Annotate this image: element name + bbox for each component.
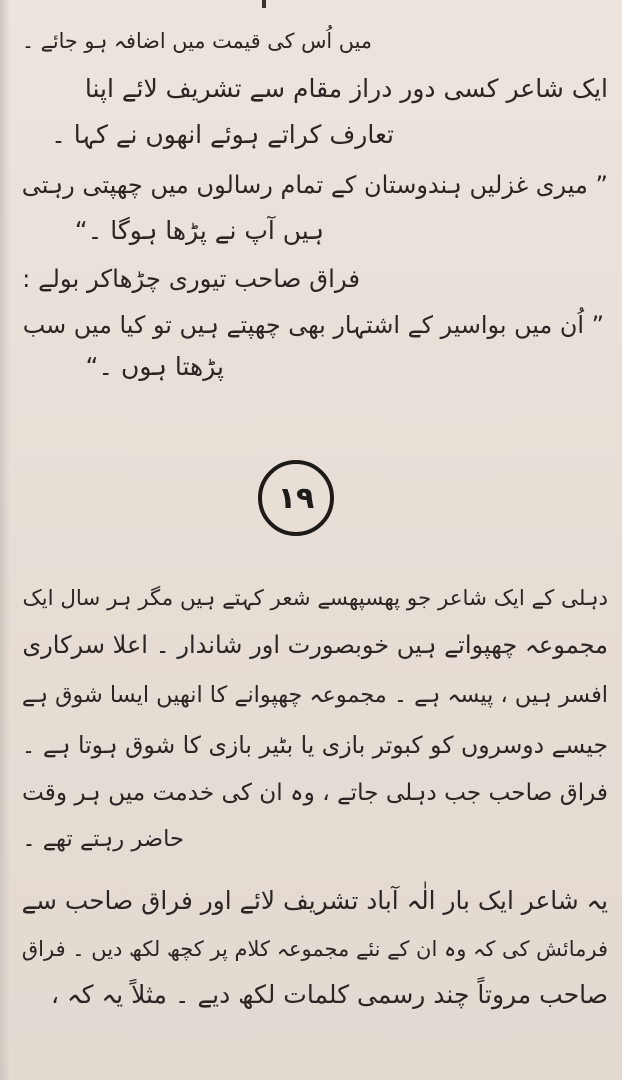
text-line: ” میری غزلیں ہندوستان کے تمام رسالوں میں چھپتی رہتی <box>21 171 608 199</box>
text-line: تعارف کراتے ہوئے انھوں نے کہا ۔ <box>51 120 394 149</box>
text-line: پڑھتا ہوں ۔“ <box>85 352 224 381</box>
text-line: صاحب مروتاً چند رسمی کلمات لکھ دیے ۔ مثلاً یہ کہ ، <box>51 980 608 1009</box>
text-line: فرمائش کی کہ وہ ان کے نئے مجموعہ کلام پر کچھ لکھ دیں ۔ فراق <box>21 937 608 961</box>
text-line: جیسے دوسروں کو کبوتر بازی یا بٹیر بازی کا شوق ہوتا ہے ۔ <box>21 731 608 759</box>
text-line: میں اُس کی قیمت میں اضافہ ہو جائے ۔ <box>21 29 372 53</box>
text-line: فراق صاحب تیوری چڑھاکر بولے : <box>22 264 360 293</box>
text-line: ” اُن میں بواسیر کے اشتہار بھی چھپتے ہیں تو کیا میں سب <box>22 311 604 339</box>
text-line: دہلی کے ایک شاعر جو پھسپھسے شعر کہتے ہیں مگر ہر سال ایک <box>22 586 608 611</box>
page-top-mark <box>262 0 266 8</box>
text-line: ایک شاعر کسی دور دراز مقام سے تشریف لائے اپنا <box>84 74 608 103</box>
text-line: افسر ہیں ، پیسہ ہے ۔ مجموعہ چھپوانے کا انھیں ایسا شوق ہے <box>21 682 608 708</box>
section-number-circle <box>258 460 334 536</box>
text-line: مجموعہ چھپواتے ہیں خوبصورت اور شاندار ۔ اعلا سرکاری <box>22 631 608 659</box>
text-line: فراق صاحب جب دہلی جاتے ، وہ ان کی خدمت میں ہر وقت <box>22 779 608 806</box>
section-number: ١٩ <box>277 480 315 516</box>
text-line: یہ شاعر ایک بار الٰہ آباد تشریف لائے اور فراق صاحب سے <box>21 886 608 915</box>
text-line: ہیں آپ نے پڑھا ہوگا ۔“ <box>74 216 324 245</box>
text-line: حاضر رہتے تھے ۔ <box>22 826 184 852</box>
